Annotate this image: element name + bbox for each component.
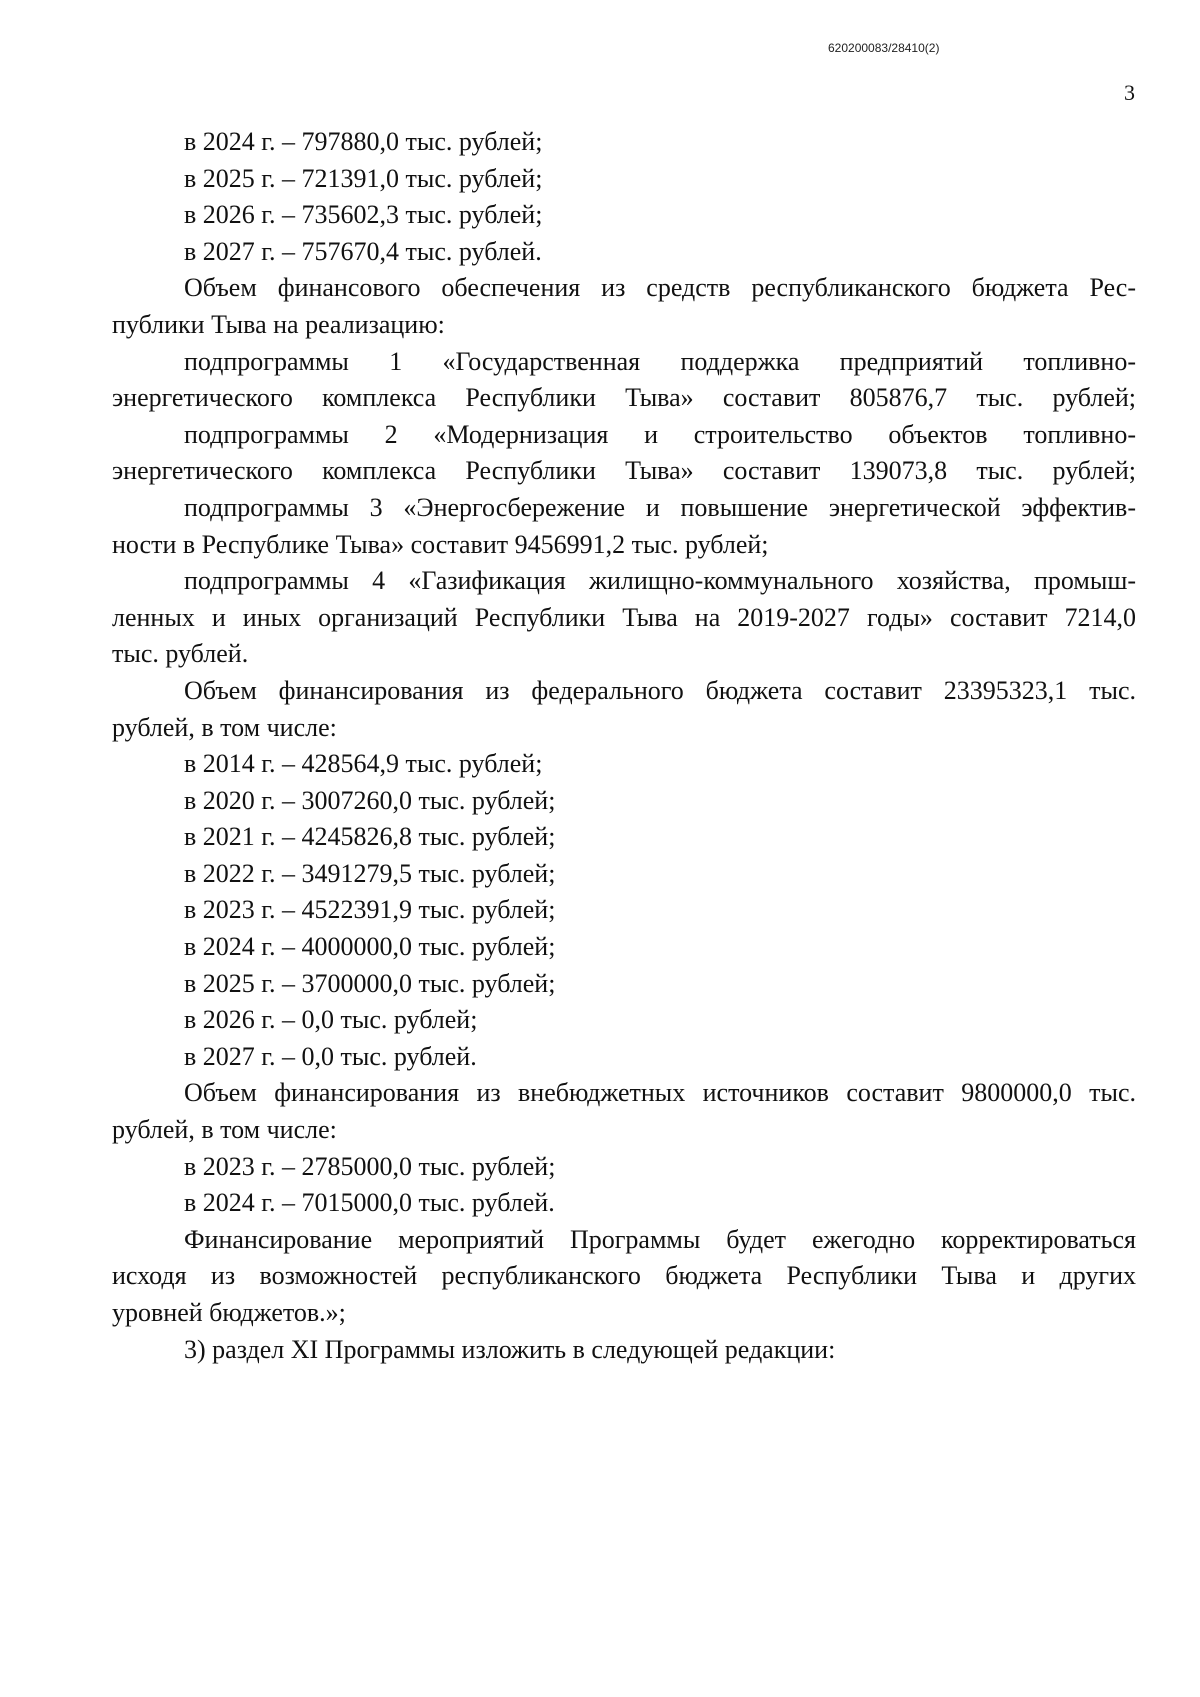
text-line: в 2025 г. – 721391,0 тыс. рублей; (184, 163, 543, 193)
text-line: в 2024 г. – 7015000,0 тыс. рублей. (184, 1188, 555, 1218)
text-line: ленных и иных организаций Республики Тыва на 2019-2027 годы» составит 7214,0 (112, 602, 1136, 632)
text-line: в 2026 г. – 0,0 тыс. рублей; (184, 1005, 478, 1035)
document-id: 620200083/28410(2) (828, 41, 940, 55)
text-line: подпрограммы 1 «Государственная поддержка предприятий топливно- (184, 346, 1136, 376)
text-line: уровней бюджетов.»; (112, 1298, 346, 1327)
text-line: Объем финансирования из внебюджетных источников составит 9800000,0 тыс. (184, 1078, 1136, 1108)
text-line: в 2020 г. – 3007260,0 тыс. рублей; (184, 785, 556, 815)
text-line: Финансирование мероприятий Программы будет ежегодно корректироваться (184, 1224, 1136, 1254)
text-line: 3) раздел XI Программы изложить в следующей редакции: (184, 1334, 836, 1364)
text-line: энергетического комплекса Республики Тыва» составит 805876,7 тыс. рублей; (112, 383, 1136, 413)
text-line: в 2014 г. – 428564,9 тыс. рублей; (184, 749, 543, 779)
text-line: в 2022 г. – 3491279,5 тыс. рублей; (184, 858, 556, 888)
text-line: в 2024 г. – 797880,0 тыс. рублей; (184, 127, 543, 156)
text-line: рублей, в том числе: (112, 1115, 337, 1145)
text-line: в 2026 г. – 735602,3 тыс. рублей; (184, 200, 543, 230)
text-line: подпрограммы 4 «Газификация жилищно-коммунального хозяйства, промыш- (184, 566, 1136, 596)
text-line: в 2025 г. – 3700000,0 тыс. рублей; (184, 968, 556, 998)
text-line: в 2023 г. – 4522391,9 тыс. рублей; (184, 895, 556, 925)
text-line: в 2027 г. – 757670,4 тыс. рублей. (184, 236, 542, 266)
text-line: публики Тыва на реализацию: (112, 309, 445, 339)
text-line: в 2021 г. – 4245826,8 тыс. рублей; (184, 822, 556, 852)
text-line: Объем финансового обеспечения из средств республиканского бюджета Рес- (184, 273, 1136, 303)
text-line: исходя из возможностей республиканского бюджета Республики Тыва и других (112, 1261, 1136, 1291)
page-number: 3 (1124, 80, 1135, 105)
text-line: в 2024 г. – 4000000,0 тыс. рублей; (184, 932, 556, 962)
text-line: ности в Республике Тыва» составит 9456991,2 тыс. рублей; (112, 529, 769, 559)
text-line: энергетического комплекса Республики Тыва» составит 139073,8 тыс. рублей; (112, 456, 1136, 486)
document-body (112, 124, 1136, 1368)
text-line: Объем финансирования из федерального бюджета составит 23395323,1 тыс. (184, 675, 1136, 705)
text-line: в 2023 г. – 2785000,0 тыс. рублей; (184, 1151, 556, 1181)
text-line: в 2027 г. – 0,0 тыс. рублей. (184, 1041, 477, 1071)
text-line: подпрограммы 2 «Модернизация и строительство объектов топливно- (184, 419, 1136, 449)
text-line: подпрограммы 3 «Энергосбережение и повышение энергетической эффектив- (184, 492, 1136, 522)
text-line: рублей, в том числе: (112, 712, 337, 742)
text-line: тыс. рублей. (112, 639, 249, 669)
